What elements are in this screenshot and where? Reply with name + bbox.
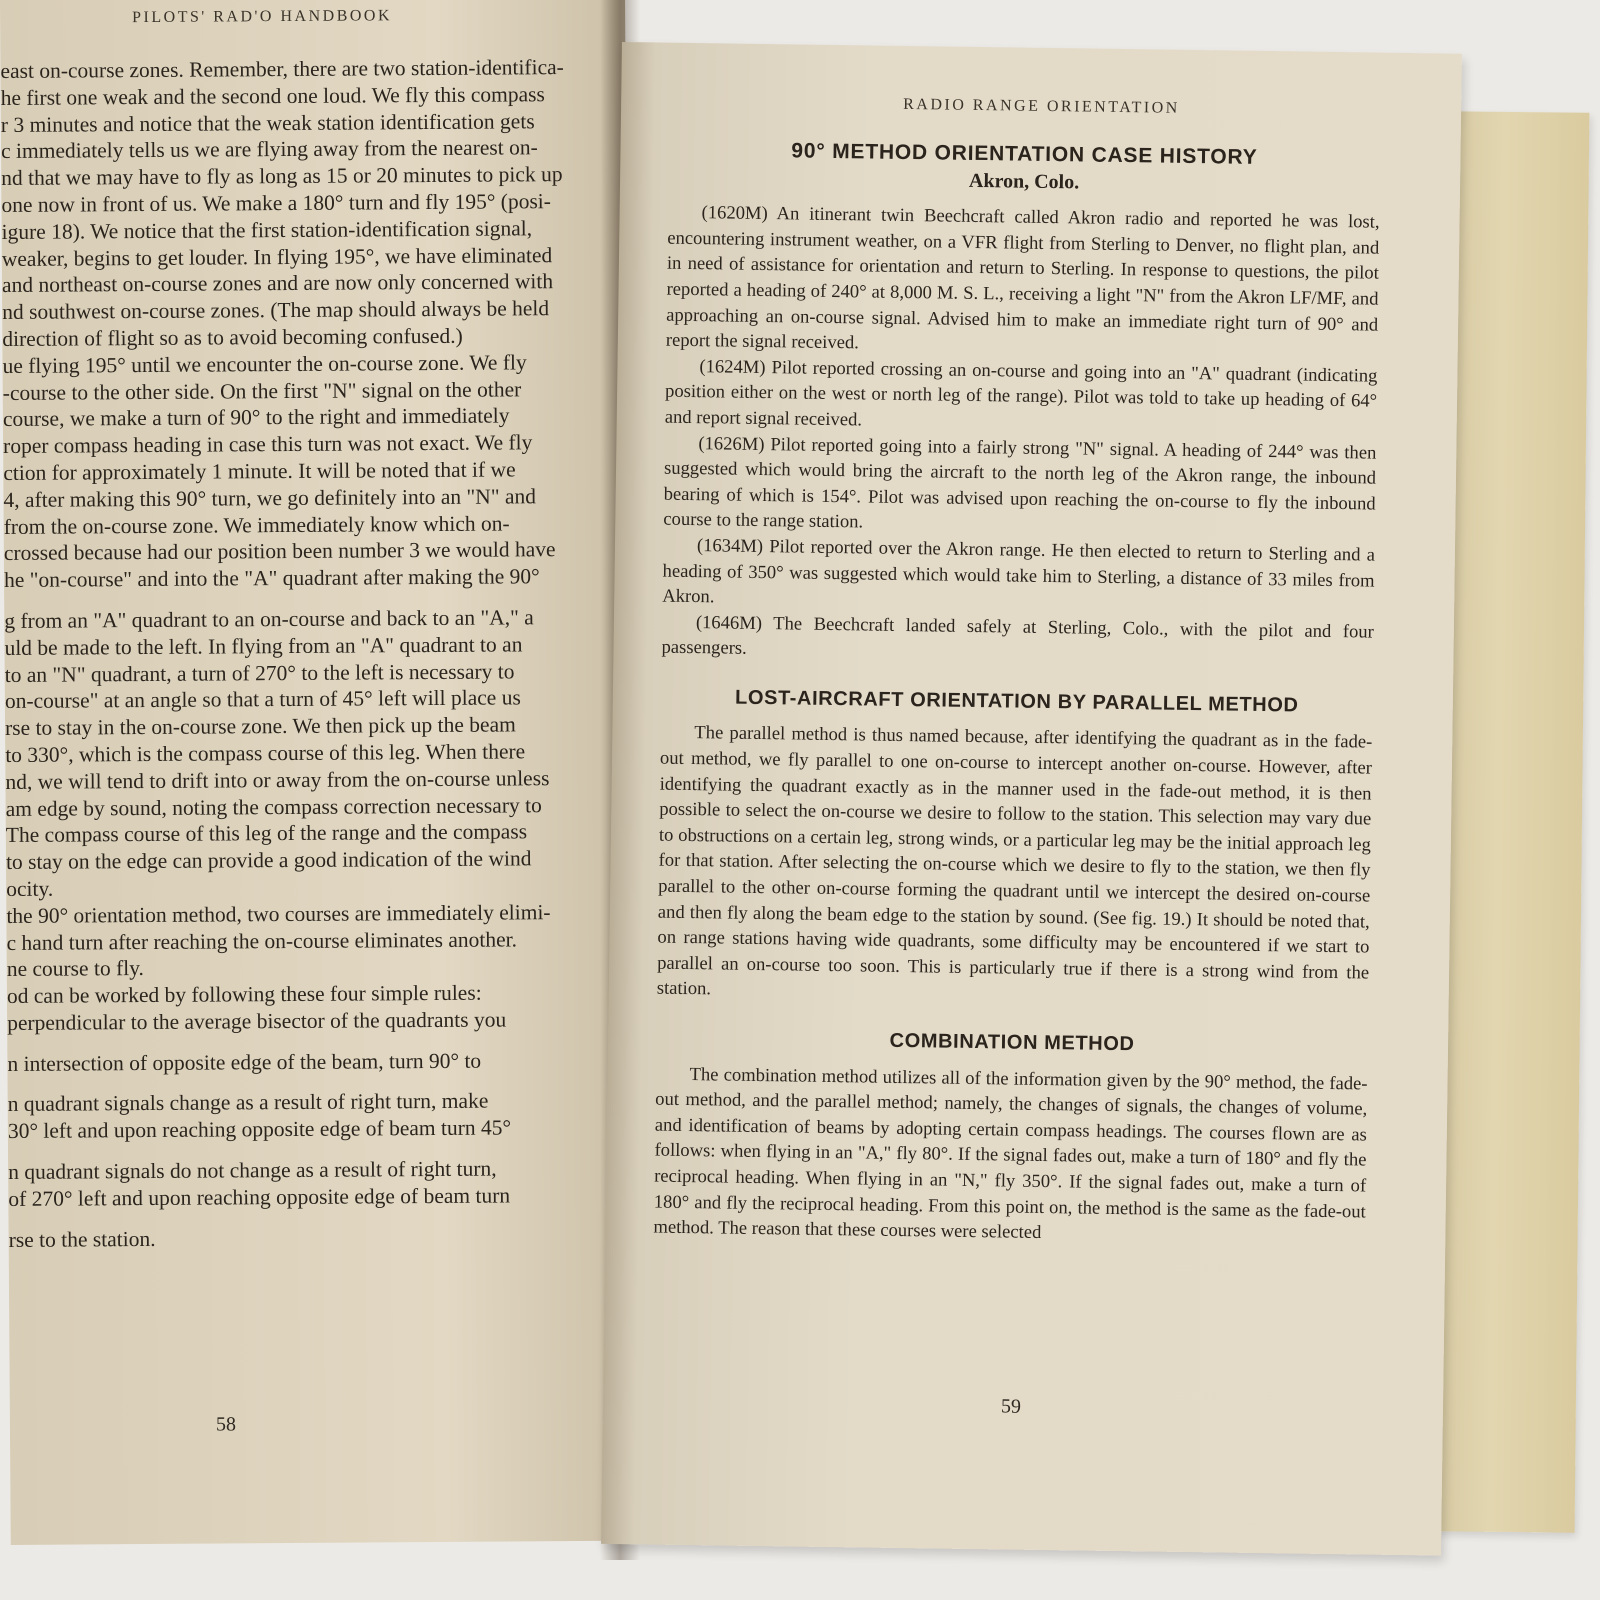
case-paragraph: (1620M) An itinerant twin Beechcraft called Akron radio and reported he was lost, encountering instrument weather, on a VFR flight from Sterling to Denver, no flight plan, and in need of assistance for orientation and return to Sterling. In response to questions, the pilot reported a heading of 240° at 8,000 M. S. L., receiving a light "N" from the Akron LF/MF, and approaching an on-course signal. Advised him to make an immediate right turn of 90° and report the signal received. bbox=[665, 202, 1380, 354]
left-text-line: 4, after making this 90° turn, we go definitely into an "N" and bbox=[3, 484, 537, 512]
left-text-line: ue flying 195° until we encounter the on-course zone. We fly bbox=[2, 350, 527, 378]
case-paragraph: (1634M) Pilot reported over the Akron range. He then elected to return to Sterling and a heading of 350° was suggested which would take him to Sterling, a distance of 33 miles from Akron. bbox=[662, 535, 1376, 608]
right-page-number: 59 bbox=[1000, 1395, 1022, 1418]
left-text-line: rse to stay in the on-course zone. We then pick up the beam bbox=[4, 712, 516, 741]
left-text-line: 30° left and upon reaching opposite edge of beam turn 45° bbox=[7, 1115, 512, 1144]
left-text-line: nd southwest on-course zones. (The map should always be held bbox=[2, 296, 550, 325]
case-history-subtitle: Akron, Colo. bbox=[968, 169, 1080, 193]
left-text-line: perpendicular to the average bisector of the quadrants you bbox=[7, 1007, 507, 1035]
right-page-body bbox=[653, 137, 1380, 1251]
combination-method-heading: COMBINATION METHOD bbox=[889, 1029, 1135, 1056]
right-running-head: RADIO RANGE ORIENTATION bbox=[903, 95, 1180, 117]
left-text-line: ne course to fly. bbox=[6, 956, 144, 982]
left-text-line: roper compass heading in case this turn was not exact. We fly bbox=[3, 430, 533, 459]
left-text-line: the 90° orientation method, two courses are immediately elimi- bbox=[6, 899, 551, 928]
left-page bbox=[0, 0, 636, 1545]
left-text-line: and northeast on-course zones and are now only concerned with bbox=[1, 269, 554, 298]
left-text-line: on-course" at an angle so that a turn of 45° left will place us bbox=[4, 685, 521, 714]
left-text-line: r 3 minutes and notice that the weak station identification gets bbox=[0, 108, 535, 137]
left-text-line: uld be made to the left. In flying from an "A" quadrant to an bbox=[4, 632, 523, 660]
left-page-number: 58 bbox=[215, 1413, 237, 1436]
left-text-line: ction for approximately 1 minute. It will be noted that if we bbox=[3, 457, 516, 485]
left-running-head: PILOTS' RAD'O HANDBOOK bbox=[132, 7, 393, 27]
case-paragraph: (1646M) The Beechcraft landed safely at Sterling, Colo., with the pilot and four passengers. bbox=[661, 611, 1374, 660]
case-history-title: 90° METHOD ORIENTATION CASE HISTORY bbox=[791, 139, 1258, 169]
left-text-line: course, we make a turn of 90° to the right and immediately bbox=[2, 403, 510, 432]
left-text-line: to 330°, which is the compass course of this leg. When there bbox=[5, 739, 526, 767]
case-paragraph: (1626M) Pilot reported going into a fairly strong "N" signal. A heading of 244° was then suggested which would bring the aircraft to the north leg of the Akron range, the inbound bearing of which is 154°. Pilot was advised upon reaching the on-course to fly the inbound course to the range station. bbox=[663, 432, 1377, 533]
left-text-line: am edge by sound, noting the compass correction necessary to bbox=[5, 792, 542, 821]
left-text-line: from the on-course zone. We immediately know which on- bbox=[3, 511, 510, 539]
parallel-method-heading: LOST-AIRCRAFT ORIENTATION BY PARALLEL METHOD bbox=[734, 686, 1299, 717]
left-text-line: direction of flight so as to avoid becoming confused.) bbox=[2, 323, 463, 351]
case-paragraph: (1624M) Pilot reported crossing an on-course and going into an "A" quadrant (indicating position either on the west or north leg of the range). Pilot was told to take up heading of 64° and report signal received. bbox=[664, 355, 1378, 431]
left-text-line: od can be worked by following these four simple rules: bbox=[6, 980, 482, 1009]
combination-method-text: The combination method utilizes all of the information given by the 90° method, the fade-out method, and the parallel method; namely, the changes of signals, the changes of volume, and identification of beams by adopting certain compass headings. The courses flown are as follows: when flying in an "A," fly 80°. If the signal fades out, make a turn of 180° and fly the reciprocal heading. When flying in an "N," fly 350°. If the signal fades out, make a turn of 180° and fly the reciprocal heading. From this point on, the method is the same as the fade-out method. The reason that these courses were selected bbox=[653, 1063, 1368, 1244]
left-text-line: one now in front of us. We make a 180° turn and fly 195° (posi- bbox=[1, 189, 551, 217]
left-text-line: nd, we will tend to drift into or away from the on-course unless bbox=[5, 765, 550, 794]
left-text-line: nd that we may have to fly as long as 15 or 20 minutes to pick up bbox=[1, 162, 563, 191]
left-text-line: The compass course of this leg of the range and the compass bbox=[5, 819, 528, 848]
left-text-line: to stay on the edge can provide a good indication of the wind bbox=[5, 846, 532, 875]
left-text-line: crossed because had our position been number 3 we would have bbox=[3, 537, 556, 566]
left-text-line: he first one weak and the second one loud. We fly this compass bbox=[0, 81, 545, 110]
left-text-line: to an "N" quadrant, a turn of 270° to the left is necessary to bbox=[4, 658, 515, 687]
left-text-line: ocity. bbox=[6, 876, 54, 901]
left-text-line: igure 18). We notice that the first station-identification signal, bbox=[1, 216, 533, 244]
left-text-line: east on-course zones. Remember, there are two station-identifica- bbox=[0, 55, 564, 83]
left-text-line: c immediately tells us we are flying away from the nearest on- bbox=[0, 135, 538, 164]
left-text-line: g from an "A" quadrant to an on-course and back to an "A," a bbox=[4, 605, 534, 633]
left-text-line: n quadrant signals do not change as a result of right turn, bbox=[8, 1156, 497, 1185]
left-text-line: c hand turn after reaching the on-course eliminates another. bbox=[6, 926, 518, 955]
left-text-line: n quadrant signals change as a result of right turn, make bbox=[7, 1089, 489, 1117]
left-text-line: he "on-course" and into the "A" quadrant after making the 90° bbox=[3, 564, 540, 593]
left-text-line: n intersection of opposite edge of the beam, turn 90° to bbox=[7, 1048, 482, 1076]
right-page bbox=[601, 42, 1462, 1556]
parallel-method-text: The parallel method is thus named because, after identifying the quadrant as in the fade-out method, we fly parallel to one on-course to intercept another on-course. However, after identifying the quadrant exactly as in the manner used in the fade-out method, it is then possible to select the on-course we desire to follow to the station. This selection may vary due to obstructions on a certain leg, strong winds, or a particular leg may be the initial approach leg for that station. After selecting the on-course which we desire to fly to the station, we then fly parallel to the other on-course forming the quadrant until we intercept the desired on-course and then fly along the beam edge to the station by sound. (See fig. 19.) It should be noted that, on range stations having wide quadrants, some difficulty may be encountered if we start to parallel an on-course too soon. This is particularly true if there is a strong wind from the station. bbox=[656, 722, 1373, 1000]
left-text-line: -course to the other side. On the first "N" signal on the other bbox=[2, 376, 522, 405]
left-text-line: of 270° left and upon reaching opposite edge of beam turn bbox=[8, 1183, 511, 1211]
left-page-text bbox=[0, 54, 620, 1254]
left-text-line: weaker, begins to get louder. In flying 195°, we have eliminated bbox=[1, 242, 553, 271]
left-text-line: rse to the station. bbox=[8, 1226, 156, 1252]
